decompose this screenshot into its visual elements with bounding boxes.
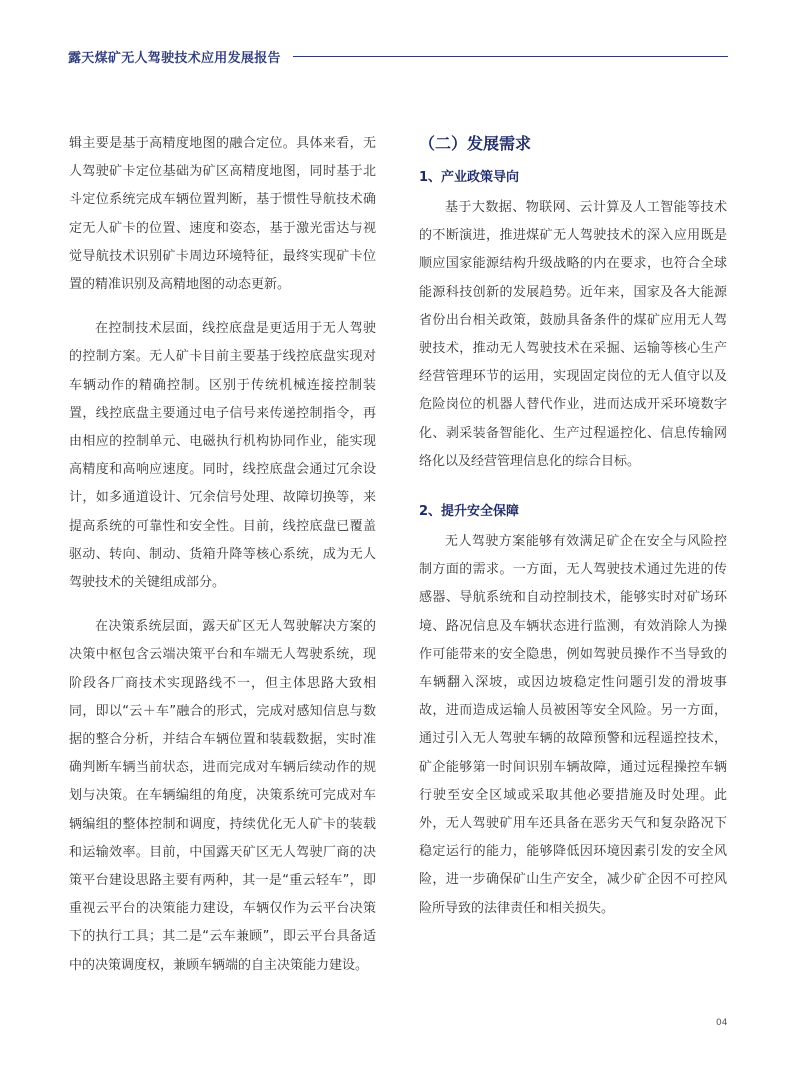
report-title: 露天煤矿无人驾驶技术应用发展报告 (68, 50, 281, 66)
page-number: 04 (716, 1018, 728, 1028)
paragraph-positioning: 辑主要是基于高精度地图的融合定位。具体来看，无人驾驶矿卡定位基础为矿区高精度地图，同时基于北斗定位系统完成车辆位置判断，基于惯性导航技术确定无人矿卡的位置、速度和姿态，基于激光雷达与视觉导航技术识别矿卡周边环境特征，最终实现矿卡位置的精准识别及高精地图的动态更新。 (69, 136, 376, 293)
paragraph-decision-system: 在决策系统层面，露天矿区无人驾驶解决方案的决策中枢包含云端决策平台和车端无人驾驶系统，现阶段各厂商技术实现路线不一，但主体思路大致相同，即以“云＋车”融合的形式，完成对感知信息与数据的整合分析，并结合车辆位置和装载数据，实时准确判断车辆当前状态，进而完成对车辆后续动作的规划与决策。在车辆编组的角度，决策系统可完成对车辆编组的整体控制和调度，持续优化无人矿卡的装载和运输效率。目前，中国露天矿区无人驾驶厂商的决策平台建设思路主要有两种，其一是“重云轻车”，即重视云平台的决策能力建设，车辆仅作为云平台决策下的执行工具；其二是“云车兼顾”，即云平台具备适中的决策调度权，兼顾车辆端的自主决策能力建设。 (69, 619, 376, 973)
subsection-title-policy: 1、产业政策导向 (419, 170, 520, 185)
paragraph-policy: 基于大数据、物联网、云计算及人工智能等技术的不断演进，推进煤矿无人驾驶技术的深入应用既是顺应国家能源结构升级战略的内在要求，也符合全球能源科技创新的发展趋势。近年来，国家及各大能源省份出台相关政策，鼓励具备条件的煤矿应用无人驾驶技术，推动无人驾驶技术在采掘、运输等核心生产经营管理环节的运用，实现固定岗位的无人值守以及危险岗位的机器人替代作业，进而达成开采环境数字化、剥采装备智能化、生产过程遥控化、信息传输网络化以及经营管理信息化的综合目标。 (419, 200, 727, 469)
section-title: （二）发展需求 (419, 134, 532, 153)
paragraph-safety: 无人驾驶方案能够有效满足矿企在安全与风险控制方面的需求。一方面，无人驾驶技术通过先进的传感器、导航系统和自动控制技术，能够实时对矿场环境、路况信息及车辆状态进行监测，有效消除人为操作可能带来的安全隐患，例如驾驶员操作不当导致的车辆翻入深坡，或因边坡稳定性问题引发的滑坡事故，进而造成运输人员被困等安全风险。另一方面，通过引入无人驾驶车辆的故障预警和远程遥控技术，矿企能够第一时间识别车辆故障，通过远程操控车辆行驶至安全区域或采取其他必要措施及时处理。此外，无人驾驶矿用车还具备在恶劣天气和复杂路况下稳定运行的能力，能够降低因环境因素引发的安全风险，进一步确保矿山生产安全，减少矿企因不可控风险所导致的法律责任和相关损失。 (419, 534, 727, 916)
right-column (419, 132, 727, 923)
header-divider (293, 56, 728, 57)
page-header (68, 44, 728, 68)
subsection-title-safety: 2、提升安全保障 (419, 504, 520, 520)
paragraph-control-technology: 在控制技术层面，线控底盘是更适用于无人驾驶的控制方案。无人矿卡目前主要基于线控底盘实现对车辆动作的精确控制。区别于传统机械连接控制装置，线控底盘主要通过电子信号来传递控制指令，再由相应的控制单元、电磁执行机构协同作业，能实现高精度和高响应速度。同时，线控底盘会通过冗余设计，如多通道设计、冗余信号处理、故障切换等，来提高系统的可靠性和安全性。目前，线控底盘已覆盖驱动、转向、制动、货箱升降等核心系统，成为无人驾驶技术的关键组成部分。 (69, 321, 376, 591)
left-column (69, 130, 376, 980)
